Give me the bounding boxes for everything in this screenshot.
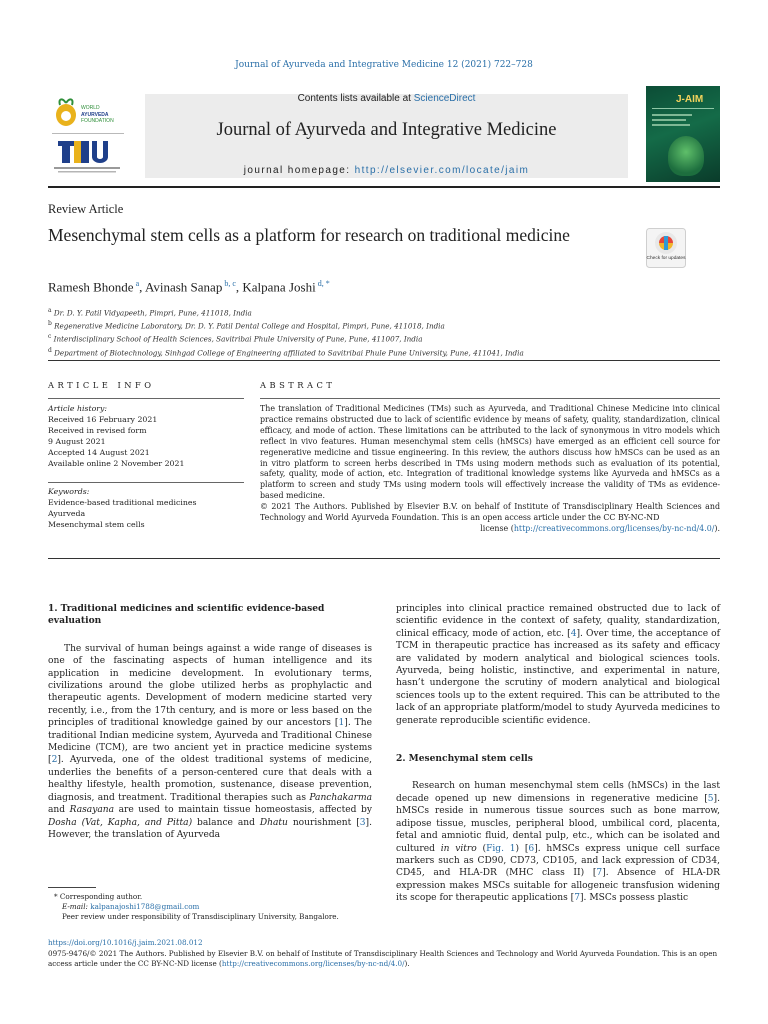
reference-link[interactable]: 7 <box>574 893 580 904</box>
section-1-paragraph-2 <box>396 603 720 727</box>
keywords-rule <box>48 482 244 483</box>
affiliation-marker: a <box>48 307 52 314</box>
contents-availability <box>145 93 628 104</box>
author-name[interactable]: Kalpana Joshi <box>242 279 316 295</box>
journal-logo <box>48 95 128 177</box>
affiliation-line <box>48 332 720 345</box>
author-name[interactable]: Ramesh Bhonde <box>48 279 134 295</box>
footer-license-link[interactable]: http://creativecommons.org/licenses/by-nc-nd/4.0/ <box>221 959 405 969</box>
cover-title: J-AIM <box>676 94 704 105</box>
keywords-label: Keywords: <box>48 487 90 496</box>
body-text: Research on human mesenchymal stem cells (hMSCs) in the last decade opened up new dimensions in regenerative medicine [ <box>396 781 720 804</box>
italic-text: Dhatu <box>259 817 288 828</box>
history-entry: Received 16 February 2021 <box>48 414 158 424</box>
author-affiliation-marker[interactable]: b, c <box>222 279 236 288</box>
affiliation-marker: b <box>48 320 52 328</box>
body-text: ]. hMSCs reside in numerous tissue sources such as bone marrow, adipose tissue, muscles, peripheral blood, umbilical cord, placenta, fetal and amniotic fluid, dental pulp, etc., which can be isolated and cultured <box>396 793 720 854</box>
history-entry: Accepted 14 August 2021 <box>48 447 150 457</box>
article-info-rule <box>48 398 244 399</box>
affiliation-line <box>48 346 720 359</box>
sciencedirect-link[interactable]: ScienceDirect <box>413 93 476 104</box>
affiliation-text: Dr. D. Y. Patil Vidyapeeth, Pimpri, Pune, 411018, India <box>51 308 252 318</box>
doi-link[interactable]: https://doi.org/10.1016/j.jaim.2021.08.012 <box>48 938 203 947</box>
article-info-heading: ARTICLE INFO <box>48 380 155 390</box>
body-text: nourishment [ <box>287 817 360 828</box>
italic-text: Dosha (Vat, Kapha, and Pitta) <box>48 817 193 828</box>
body-column-right <box>396 603 720 905</box>
section-2-heading: 2. Mesenchymal stem cells <box>396 753 533 765</box>
footer-license-suffix: ). <box>404 959 410 969</box>
abstract-license-link[interactable]: http://creativecommons.org/licenses/by-nc-nd/4.0/ <box>513 523 715 533</box>
license-suffix: ). <box>714 523 720 533</box>
reference-link[interactable]: 2 <box>51 755 58 766</box>
author-affiliation-marker[interactable]: d, * <box>315 279 330 288</box>
footnotes <box>48 892 368 923</box>
keyword: Evidence-based traditional medicines <box>48 497 197 507</box>
check-for-updates-badge[interactable] <box>646 228 686 268</box>
body-text: ]. Absence of HLA-DR expression makes MSCs suitable for allogeneic transfusion widening its scope for therapeutic applications [ <box>396 868 721 904</box>
body-text: ]. MSCs possess plastic <box>580 893 689 904</box>
logo-text-world: WORLD <box>81 105 100 111</box>
abstract-text: The translation of Traditional Medicines (TMs) such as Ayurveda, and Traditional Chinese Medicine into clinical practice remains obstructed due to lack of scientific evidence by means of safety, quality, standardization, clinical efficacy, and mode of action. These limitations can be attributed to the lack of synonymous in vitro models which reflect in vivo features. Human mesenchymal stem cells (hMSCs) have emerged as an efficient cell source for regenerative medicine and tissue engineering. In this review, the authors discuss how hMSCs can be used as an in vitro platform to screen herbs described in TMs using modern methods such as evaluation of its potential, safety, quality, mode of action, etc. Integration of traditional knowledge systems like Ayurveda and hMSCs as a platform to screen and study TMs using modern tools will effectively increase the validity of TMs as evidence-based medicine. <box>260 404 720 501</box>
header-rule <box>48 186 720 188</box>
body-text: ]. Over time, the acceptance of TCM in therapeutic practice has increased as its safety and efficacy are validated by modern analytical and biological sciences tools. Ayurveda, being holistic, instinctive, and experimental in nature, hasn’t undergone the scrutiny of modern analytical and biological sciences tools up to the extent required. This can be attributed to the lack of an appropriate platform/model to study Ayurveda medicines to generate reproducible scientific evidence. <box>396 628 720 726</box>
reference-link[interactable]: 5 <box>707 793 714 804</box>
affiliation-marker: d <box>48 346 52 354</box>
article-history <box>48 404 248 469</box>
page-footer <box>48 938 720 970</box>
author-separator: , <box>139 279 145 295</box>
history-entry: Available online 2 November 2021 <box>48 458 185 468</box>
body-text: principles into clinical practice remained obstructed due to lack of scientific evidence in the context of safety, quality, standardization, clinical efficacy, mode of action, etc. [ <box>396 604 720 639</box>
affiliation-rule <box>48 360 720 361</box>
affiliation-text: Interdisciplinary School of Health Sciences, Savitribai Phule University of Pune, Pune, 411007, India <box>51 334 423 344</box>
author-affiliation-marker[interactable]: a <box>133 279 140 288</box>
abstract-rule <box>260 398 720 399</box>
history-label: Article history: <box>48 404 108 413</box>
journal-title: Journal of Ayurveda and Integrative Medicine <box>216 120 557 140</box>
italic-text: Panchakarma <box>309 792 372 803</box>
crossmark-icon <box>646 228 686 268</box>
logo-text-foundation: FOUNDATION <box>81 118 114 124</box>
italic-text: in vitro <box>440 843 477 854</box>
reference-link[interactable]: 1 <box>338 718 345 729</box>
abstract-heading: ABSTRACT <box>260 380 336 390</box>
reference-link[interactable]: 6 <box>528 843 535 854</box>
section-2-paragraph-1 <box>396 780 720 904</box>
abstract-end-rule <box>48 558 720 559</box>
history-entry: Received in revised form <box>48 425 147 435</box>
reference-link[interactable]: 7 <box>596 868 603 879</box>
homepage-prefix: journal homepage: <box>243 165 355 176</box>
body-text: are used to maintain tissue homeostasis, affected by <box>114 805 372 816</box>
body-text: ) [ <box>515 843 529 854</box>
abstract-body <box>260 404 720 535</box>
journal-citation[interactable]: Journal of Ayurveda and Integrative Medicine 12 (2021) 722–728 <box>235 60 533 70</box>
affiliation-line <box>48 306 720 319</box>
issn-copyright <box>48 949 720 970</box>
author-list <box>48 279 330 295</box>
body-column-left <box>48 603 372 841</box>
journal-cover-thumbnail[interactable] <box>646 86 720 182</box>
author-separator: , <box>235 279 243 295</box>
contents-prefix: Contents lists available at <box>297 93 414 104</box>
homepage-link[interactable]: http://elsevier.com/locate/jaim <box>354 165 530 176</box>
reference-link[interactable]: 4 <box>570 628 577 639</box>
italic-text: Rasayana <box>69 805 115 816</box>
author-name[interactable]: Avinash Sanap <box>144 279 223 295</box>
logo-text-ayurveda: AYURVEDA <box>81 111 109 118</box>
history-entry: 9 August 2021 <box>48 436 106 446</box>
journal-homepage <box>145 165 628 176</box>
license-prefix: license ( <box>480 523 514 533</box>
email-label: E-mail: <box>62 902 91 912</box>
abstract-copyright: © 2021 The Authors. Published by Elsevier B.V. on behalf of Institute of Transdisciplinary Health Sciences and Technology and World Ayurveda Foundation. This is an open access article under the CC BY-NC-ND <box>260 502 720 523</box>
affiliation-text: Regenerative Medicine Laboratory, Dr. D. Y. Patil Dental College and Hospital, Pimpri, Pune, 411018, India <box>51 321 445 331</box>
keywords <box>48 487 248 531</box>
affiliation-line <box>48 319 720 332</box>
affiliations <box>48 306 720 359</box>
section-1-heading: 1. Traditional medicines and scientific evidence-based evaluation <box>48 603 325 627</box>
body-text: and <box>48 805 70 816</box>
body-text: ]. The traditional Indian medicine system, Ayurveda and Traditional Chinese Medicine (TCM), are two ancient yet in practice medicine systems [ <box>48 718 372 766</box>
issn-line: 0975-9476/© 2021 The Authors. Published by Elsevier B.V. on behalf of Institute of Transdisciplinary Health Sciences and Technology and World Ayurveda Foundation. This is an open access article under the CC BY-NC-ND license ( <box>48 948 718 969</box>
corresponding-author-note: * Corresponding author. <box>54 892 143 901</box>
author-email-link[interactable]: kalpanajoshi1788@gmail.com <box>90 902 200 912</box>
keyword: Ayurveda <box>48 508 86 518</box>
body-text: ( <box>476 843 487 854</box>
body-text: The survival of human beings against a wide range of diseases is one of the fascinating aspects of human intelligence and its application in medicine development. In evolutionary terms, civilizations around the globe utilized herbs as prophylactic and therapeutic agents. Development of modern medicine started very recently, i.e., from the 17th century, and is more or less based on the principles of traditional knowledge gained by our ancestors [ <box>48 643 372 729</box>
peer-review-note: Peer review under responsibility of Transdisciplinary University, Bangalore. <box>62 912 339 922</box>
section-1-paragraph-1 <box>48 643 372 842</box>
body-text: balance and <box>192 817 260 828</box>
crossmark-label: Check for updates <box>646 256 686 261</box>
abstract-license <box>260 524 720 535</box>
body-text: ]. Ayurveda, one of the oldest traditional systems of medicine, underlies the benefits of a person-centered cure that deals with a healthy lifestyle, health promotion, sustenance, disease prevention, diagnosis, and treatment. Traditional therapies such as <box>48 755 372 803</box>
body-text: ]. hMSCs express unique cell surface markers such as CD90, CD73, CD105, and lack expression of CD34, CD45, and HLA-DR (MHC class II) [ <box>396 843 720 879</box>
affiliation-marker: c <box>48 333 52 341</box>
reference-link[interactable]: Fig. 1 <box>486 843 516 854</box>
footnote-rule <box>48 887 96 888</box>
article-type: Review Article <box>48 202 124 216</box>
article-title: Mesenchymal stem cells as a platform for research on traditional medicine <box>48 225 570 245</box>
affiliation-text: Department of Biotechnology, Sinhgad College of Engineering affiliated to Savitribai Phule Pune University, Pune, 411041, India <box>51 347 524 357</box>
body-text: ]. However, the translation of Ayurveda <box>48 817 372 840</box>
keyword: Mesenchymal stem cells <box>48 519 145 529</box>
reference-link[interactable]: 3 <box>359 817 366 828</box>
